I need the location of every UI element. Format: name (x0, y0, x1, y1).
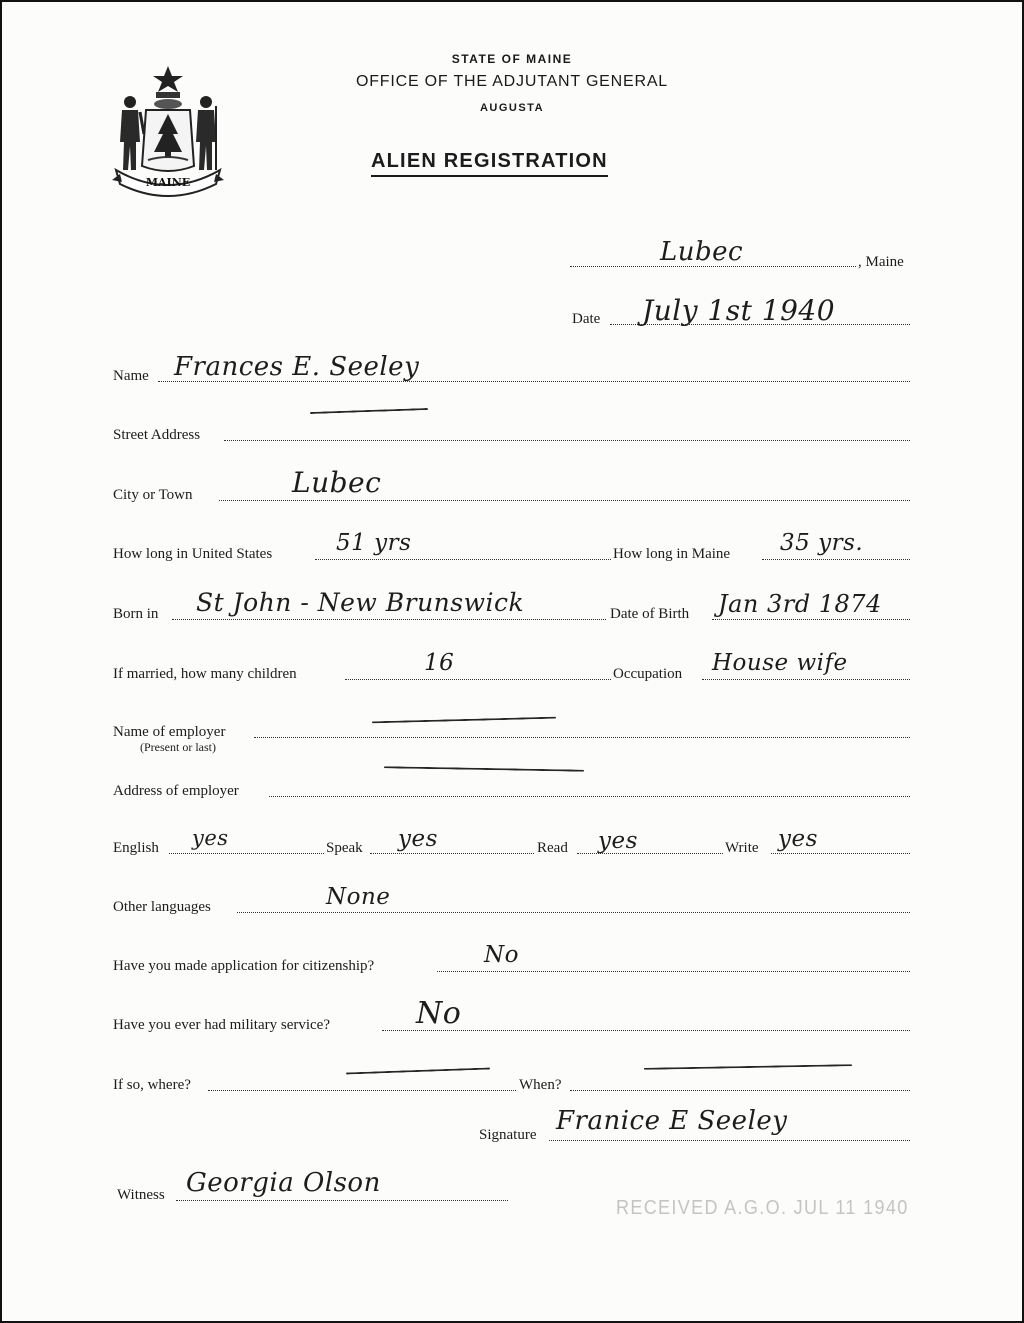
occupation-value[interactable]: House wife (712, 650, 848, 676)
town-value[interactable]: Lubec (660, 237, 744, 267)
maine-label: , Maine (858, 254, 904, 270)
signature-line (549, 1140, 910, 1141)
header-state: STATE OF MAINE (451, 52, 573, 66)
when-line (570, 1090, 910, 1091)
employer-address-label: Address of employer (113, 783, 239, 799)
city-value[interactable]: Lubec (292, 466, 382, 499)
other-languages-label: Other languages (113, 899, 211, 915)
write-label: Write (725, 840, 759, 856)
employer-name-sublabel: (Present or last) (140, 740, 216, 754)
speak-line (370, 853, 534, 854)
children-value[interactable]: 16 (424, 650, 455, 676)
citizenship-value[interactable]: No (484, 942, 519, 968)
occupation-line (702, 679, 910, 680)
signature-label: Signature (479, 1127, 537, 1143)
other-languages-line (237, 912, 910, 913)
street-address-label: Street Address (113, 427, 201, 443)
born-in-line (172, 619, 606, 620)
military-value[interactable]: No (416, 996, 462, 1031)
how-long-us-value[interactable]: 51 yrs (336, 530, 412, 556)
signature-value[interactable]: Franice E Seeley (556, 1106, 788, 1136)
employer-name-label: Name of employer (113, 724, 226, 740)
where-label: If so, where? (113, 1077, 191, 1093)
english-label: English (113, 840, 159, 856)
form-title: ALIEN REGISTRATION (371, 150, 608, 177)
witness-line (176, 1200, 508, 1201)
employer-address-line (269, 796, 910, 797)
other-languages-value[interactable]: None (326, 884, 391, 910)
header-city: AUGUSTA (479, 102, 545, 114)
write-value[interactable]: yes (778, 826, 818, 852)
speak-label: Speak (326, 840, 363, 856)
city-label: City or Town (113, 487, 193, 503)
children-label: If married, how many children (113, 666, 297, 682)
write-line (771, 853, 910, 854)
date-of-birth-value[interactable]: Jan 3rd 1874 (718, 590, 882, 618)
date-of-birth-line (712, 619, 910, 620)
when-label: When? (519, 1077, 562, 1093)
occupation-label: Occupation (613, 666, 683, 682)
how-long-us-line (315, 559, 611, 560)
witness-value[interactable]: Georgia Olson (186, 1168, 381, 1198)
born-in-label: Born in (113, 606, 159, 622)
speak-value[interactable]: yes (398, 826, 438, 852)
citizenship-line (437, 971, 910, 972)
english-line (169, 853, 324, 854)
how-long-maine-line (762, 559, 910, 560)
city-line (219, 500, 910, 501)
street-address-line (224, 440, 910, 441)
how-long-maine-label: How long in Maine (613, 546, 731, 562)
read-label: Read (537, 840, 568, 856)
military-label: Have you ever had military service? (113, 1017, 330, 1033)
born-in-value[interactable]: St John - New Brunswick (196, 588, 525, 617)
witness-label: Witness (117, 1187, 165, 1203)
how-long-us-label: How long in United States (113, 546, 273, 562)
name-label: Name (113, 368, 149, 384)
citizenship-label: Have you made application for citizenship? (113, 958, 375, 974)
english-value[interactable]: yes (192, 826, 229, 850)
date-value[interactable]: July 1st 1940 (642, 294, 836, 327)
name-value[interactable]: Frances E. Seeley (174, 352, 420, 382)
date-of-birth-label: Date of Birth (610, 606, 690, 622)
read-value[interactable]: yes (598, 828, 638, 854)
maine-state-seal-icon (110, 62, 226, 197)
employer-name-line (254, 737, 910, 738)
received-stamp: RECEIVED A.G.O. JUL 11 1940 (616, 1197, 909, 1219)
date-label: Date (572, 311, 601, 327)
children-line (345, 679, 611, 680)
where-line (208, 1090, 516, 1091)
header-office: OFFICE OF THE ADJUTANT GENERAL (355, 73, 669, 90)
svg-text:MAINE: MAINE (145, 176, 191, 189)
how-long-maine-value[interactable]: 35 yrs. (780, 530, 864, 556)
